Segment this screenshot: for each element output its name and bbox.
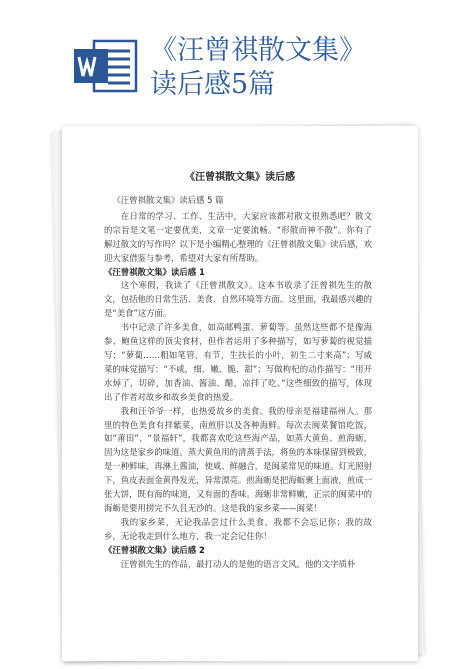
page-title: 《汪曾祺散文集》读后感	[185, 172, 295, 183]
document-page	[62, 126, 418, 661]
document-title-line-2: 读后感5篇	[150, 69, 276, 100]
document-body	[104, 186, 372, 571]
paragraph: 这个寒假，我读了《汪曾祺散文》。这本书收录了汪曾祺先生的散文，包括他的日常生活、美食、自然环境等方面。这里面，我最感兴趣的是“美食”这方面。	[104, 280, 372, 319]
document-subtitle: 《汪曾祺散文集》读后感 5 篇	[112, 195, 224, 205]
paragraph: 我的家乡菜，无论我品尝过什么美食，我都不会忘记你；我的故乡，无论我走到什么地方，我一定会记住你！	[104, 516, 372, 541]
header	[0, 0, 474, 120]
document-title-line-1: 《汪曾祺散文集》	[150, 35, 366, 66]
section-heading-1: 《汪曾祺散文集》读后感 1	[104, 266, 205, 277]
paragraph: 汪曾祺先生的作品，最打动人的是他的语言文风。他的文字质朴	[120, 558, 356, 569]
word-document-icon	[72, 38, 140, 94]
section-heading-2: 《汪曾祺散文集》读后感 2	[104, 544, 205, 555]
paragraph-intro: 在日常的学习、工作、生活中，大家应该都对散文很熟悉吧？散文的宗旨是文笔一定要优美，文章一定要流畅。“形散而神不散”。你有了解过散文的写作吗？以下是小编精心整理的《汪曾祺散文集》读后感，欢迎大家借鉴与参考，希望对大家有所帮助。	[104, 210, 372, 263]
paragraph: 书中记录了许多美食，如高邮鸭蛋、萝蔔等。虽然这些都不是像海参、鲍鱼这样的顶尖食材，但作者运用了多种描写，如写萝蔔的视觉描写：“萝蔔……粗如笔管，有节，生扶长的小叶，初生二寸来高”；写咸菜的味觉描写：“不咸，细、嫩、脆、甜”；写做枸杞的动作描写：“用开水焯了，切碎，加香油、酱油、醋，凉拌了吃。”这些细致的描写，体现出了作者对故乡和故乡美食的热爱。	[104, 322, 372, 402]
paragraph: 我和汪爷爷一样，也热爱故乡的美食。我的母亲是福建福州人。那里的特色美食有拌紫菜、南煎肝以及各种海鲜。每次去闽菜餐馆吃饭，如“莆田”、“景福轩”，我都喜欢吃这些海产品，如蒸大黄鱼、煎海蛎，因为这是家乡的味道。蒸大黄鱼用的清蒸手法，将鱼的本味保留到极致，是一种鲜味，再淋上酱油，使咸、鲜融合，是闽菜常见的味道。灯光照射下，鱼皮表面金黄得发光，异常漂亮。煎海蛎是把海蛎裹上面液，煎成一张大饼，既有海的味道，又有面的香味。海蛎非常鲜嫩，正宗的闽菜中的海蛎是要用捞完不久且无沙的。这是我的家乡菜——闽菜！	[104, 405, 372, 513]
